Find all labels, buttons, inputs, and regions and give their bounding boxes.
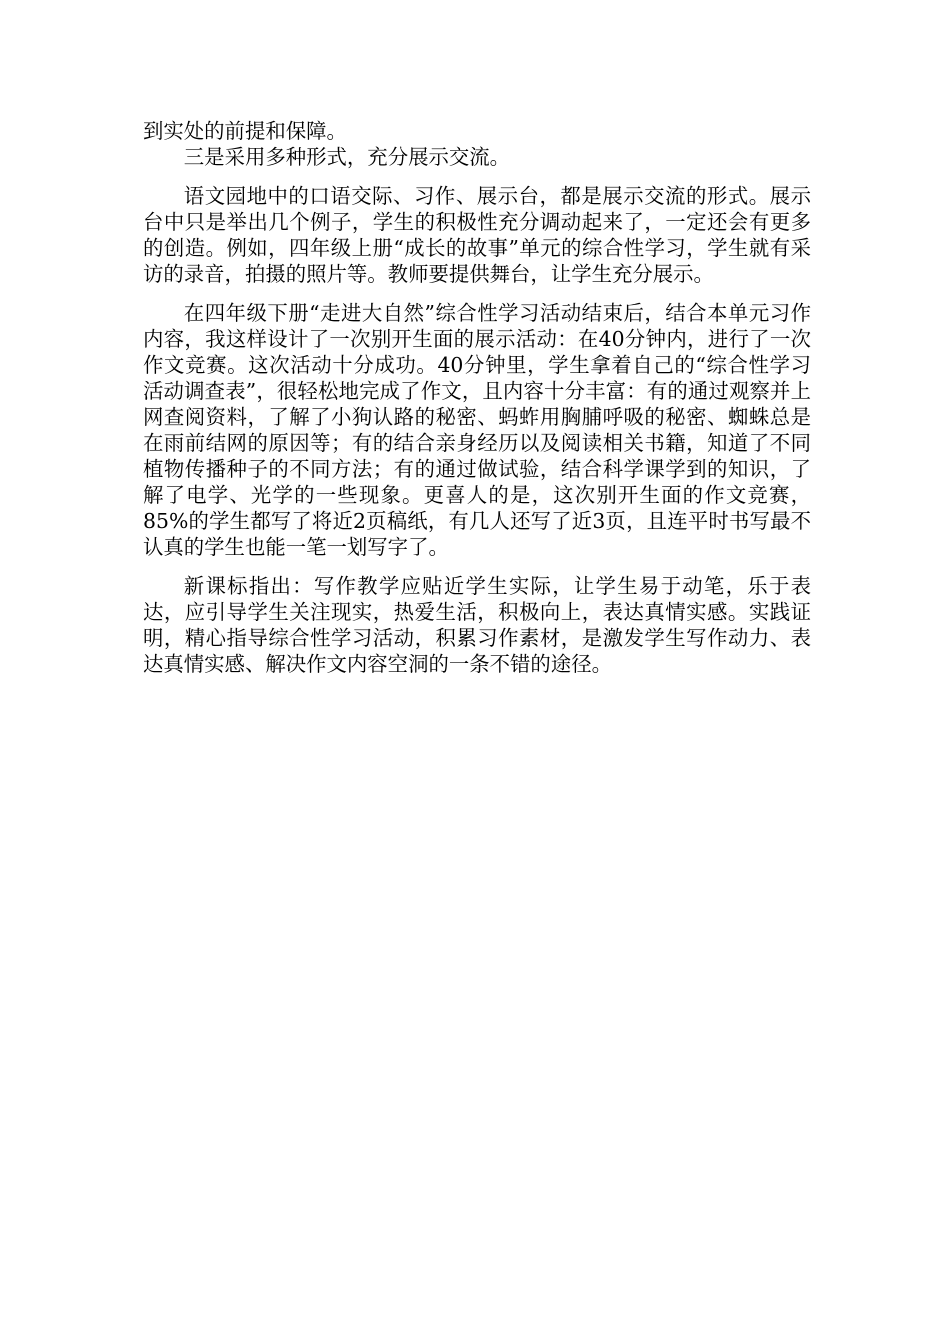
paragraph-continuation: 到实处的前提和保障。 <box>143 119 347 143</box>
paragraph-composition-contest: 在四年级下册“走进大自然”综合性学习活动结束后，结合本单元习作内容，我这样设计了一次别开生面的展示活动：在40分钟内，进行了一次作文竞赛。这次活动十分成功。40分钟里，学生拿着自己的“综合性学习活动调查表”，很轻松地完成了作文，且内容十分丰富：有的通过观察并上网查阅资料，了解了小狗认路的秘密、蚂蚱用胸脯呼吸的秘密、蜘蛛总是在雨前结网的原因等；有的结合亲身经历以及阅读相关书籍，知道了不同植物传播种子的不同方法；有的通过做试验，结合科学课学到的知识，了解了电学、光学的一些现象。更喜人的是，这次别开生面的作文竞赛，85%的学生都写了将近2页稿纸，有几人还写了近3页，且连平时书写最不认真的学生也能一笔一划写字了。 <box>143 301 811 559</box>
paragraph-curriculum-conclusion: 新课标指出：写作教学应贴近学生实际，让学生易于动笔，乐于表达，应引导学生关注现实，热爱生活，积极向上，表达真情实感。实践证明，精心指导综合性学习活动，积累习作素材，是激发学生写作动力、表达真情实感、解决作文内容空洞的一条不错的途径。 <box>143 574 811 676</box>
document-page <box>143 118 811 677</box>
paragraph-display-exchange: 语文园地中的口语交际、习作、展示台，都是展示交流的形式。展示台中只是举出几个例子，学生的积极性充分调动起来了，一定还会有更多的创造。例如，四年级上册“成长的故事”单元的综合性学习，学生就有采访的录音，拍摄的照片等。教师要提供舞台，让学生充分展示。 <box>143 184 811 286</box>
paragraph-point-three: 三是采用多种形式，充分展示交流。 <box>183 145 511 169</box>
